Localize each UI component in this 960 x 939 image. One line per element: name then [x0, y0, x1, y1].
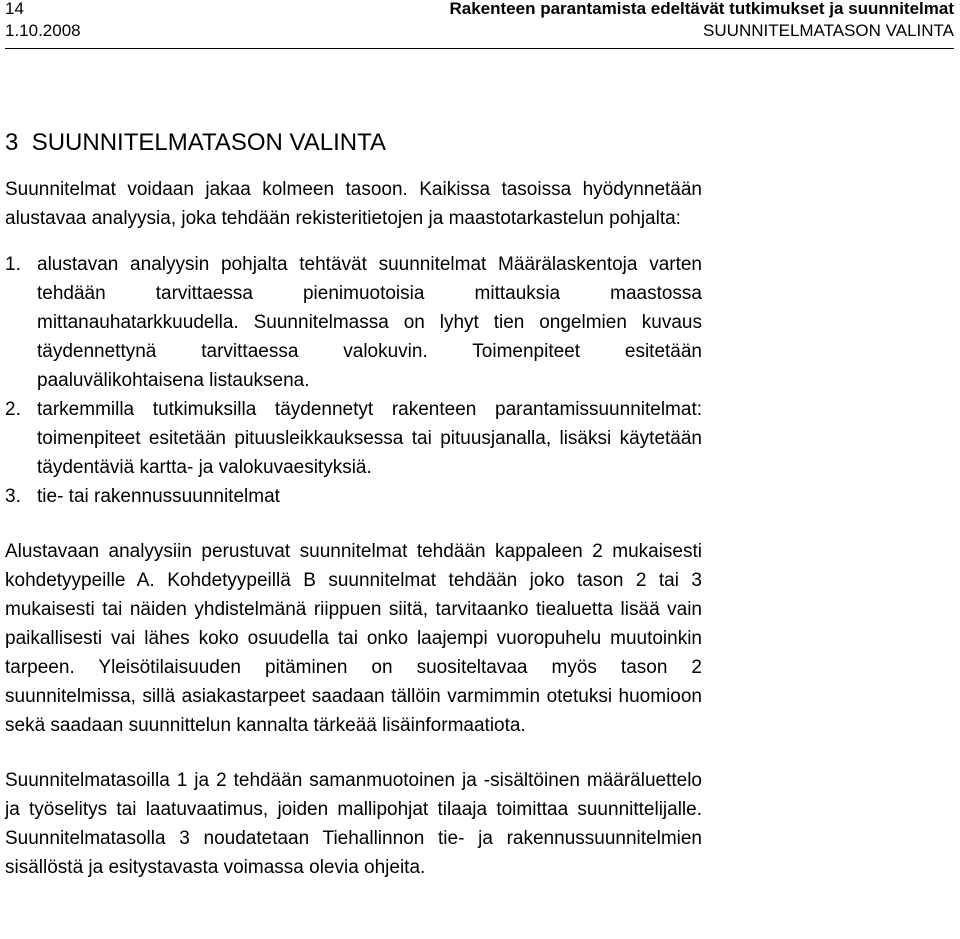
section-title: SUUNNITELMATASON VALINTA	[31, 129, 386, 156]
section-number: 3	[5, 129, 19, 156]
header-date: 1.10.2008	[5, 21, 81, 40]
list-item	[5, 482, 702, 511]
page-header	[5, 0, 954, 48]
level-list	[5, 250, 702, 511]
list-item-text: tie- tai rakennussuunnitelmat	[37, 486, 280, 507]
body-paragraph: Alustavaan analyysiin perustuvat suunnitelmat tehdään kappaleen 2 mukaisesti kohdetyypeille A. Kohdetyypeillä B suunnitelmat tehdään joko tason 2 tai 3 mukaisesti tai näiden yhdistelmänä riippuen siitä, tarvitaanko tiealuetta lisää vain paikallisesti vai lähes koko osuudella tai onko laajempi vuoropuhelu muutoinkin tarpeen. Yleisötilaisuuden pitäminen on suositeltavaa myös tason 2 suunnitelmissa, sillä asiakastarpeet saadaan tällöin varmimmin otetuksi huomioon sekä saadaan suunnittelun kannalta tärkeää lisäinformaatiota.	[5, 541, 702, 736]
page-body	[5, 128, 702, 882]
body-paragraph: Suunnitelmatasoilla 1 ja 2 tehdään samanmuotoinen ja -sisältöinen määräluettelo ja työselitys tai laatuvaatimus, joiden mallipohjat tilaaja toimittaa suunnittelijalle. Suunnitelmatasolla 3 noudatetaan Tiehallinnon tie- ja rakennussuunnitelmien sisällöstä ja esitystavasta voimassa olevia ohjeita.	[5, 770, 702, 878]
header-row-top	[5, 0, 954, 20]
page-number: 14	[5, 0, 24, 18]
list-item-number: 3.	[5, 486, 21, 507]
list-item-number: 2.	[5, 399, 21, 420]
list-item	[5, 250, 702, 395]
list-item-number: 1.	[5, 254, 21, 275]
intro-paragraph: Suunnitelmat voidaan jakaa kolmeen tasoon. Kaikissa tasoissa hyödynnetään alustavaa analyysia, joka tehdään rekisteritietojen ja maastotarkastelun pohjalta:	[5, 179, 702, 229]
list-item	[5, 395, 702, 482]
header-divider	[5, 48, 954, 49]
header-row-bottom	[5, 20, 954, 42]
list-item-text: alustavan analyysin pohjalta tehtävät suunnitelmat Määrälaskentoja varten tehdään tarvittaessa pienimuotoisia mittauksia maastossa mittanauhatarkkuudella. Suunnitelmassa on lyhyt tien ongelmien kuvaus täydennettynä tarvittaessa valokuvin. Toimenpiteet esitetään paaluvälikohtaisena listauksena.	[37, 254, 702, 391]
list-item-text: tarkemmilla tutkimuksilla täydennetyt rakenteen parantamissuunnitelmat: toimenpiteet esitetään pituusleikkauksessa tai pituusjanalla, lisäksi käytetään täydentäviä kartta- ja valokuvaesityksiä.	[37, 399, 702, 478]
document-title: Rakenteen parantamista edeltävät tutkimukset ja suunnitelmat	[449, 0, 954, 18]
section-heading	[5, 128, 702, 158]
running-section-title: SUUNNITELMATASON VALINTA	[703, 21, 954, 40]
